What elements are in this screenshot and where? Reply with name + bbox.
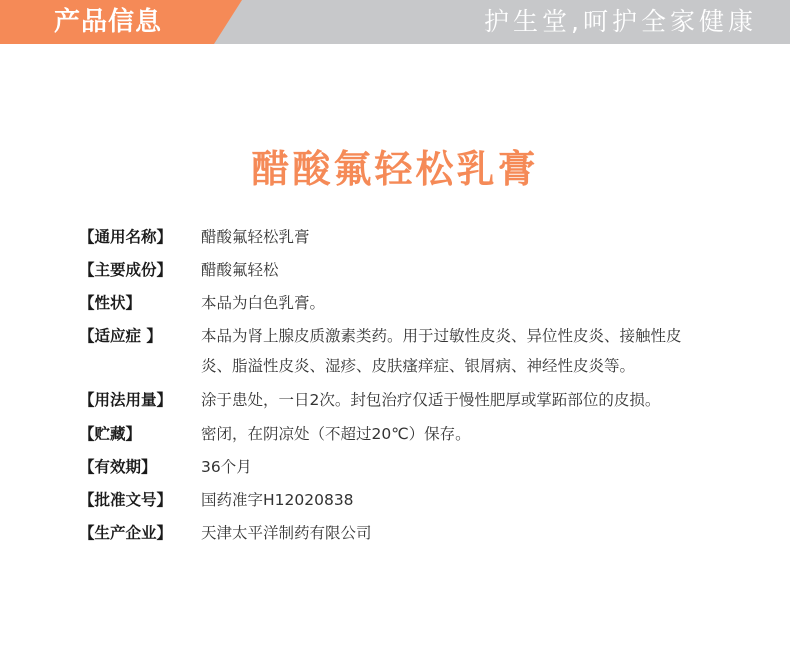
info-row-manufacturer (79, 518, 719, 548)
info-row-shelf-life (79, 452, 719, 482)
info-row-approval-number (79, 485, 719, 515)
info-label: 【适应症 】 (79, 327, 162, 345)
info-row-appearance (79, 288, 719, 318)
info-label: 【批准文号】 (79, 491, 173, 509)
header-slogan: 护生堂,呵护全家健康 (484, 7, 757, 36)
info-value: 涂于患处，一日2次。封包治疗仅适于慢性肥厚或掌跖部位的皮损。 (201, 391, 661, 409)
info-label: 【生产企业】 (79, 524, 173, 542)
info-value: 密闭，在阴凉处（不超过20℃）保存。 (201, 425, 471, 443)
info-value: 醋酸氟轻松 (201, 261, 279, 279)
info-row-indications (79, 321, 719, 381)
info-label: 【有效期】 (79, 458, 157, 476)
info-row-ingredients (79, 255, 719, 285)
info-label: 【贮藏】 (79, 425, 142, 443)
info-value: 36个月 (201, 458, 252, 476)
info-value: 天津太平洋制药有限公司 (201, 524, 372, 542)
info-label: 【用法用量】 (79, 391, 173, 409)
info-row-generic-name (79, 222, 719, 252)
info-value: 本品为肾上腺皮质激素类药。用于过敏性皮炎、异位性皮炎、接触性皮炎、脂溢性皮炎、湿疹、皮肤瘙痒症、银屑病、神经性皮炎等。 (201, 327, 682, 375)
product-title: 醋酸氟轻松乳膏 (251, 147, 539, 191)
info-label: 【通用名称】 (79, 228, 173, 246)
info-label: 【主要成份】 (79, 261, 173, 279)
info-row-storage (79, 419, 719, 449)
header-bar (0, 0, 790, 44)
info-value: 醋酸氟轻松乳膏 (201, 228, 310, 246)
header-tab-label: 产品信息 (54, 7, 163, 37)
info-label: 【性状】 (79, 294, 142, 312)
info-value: 本品为白色乳膏。 (201, 294, 326, 312)
info-row-dosage (79, 385, 719, 415)
info-list (79, 222, 719, 548)
info-value: 国药准字H12020838 (201, 491, 354, 509)
